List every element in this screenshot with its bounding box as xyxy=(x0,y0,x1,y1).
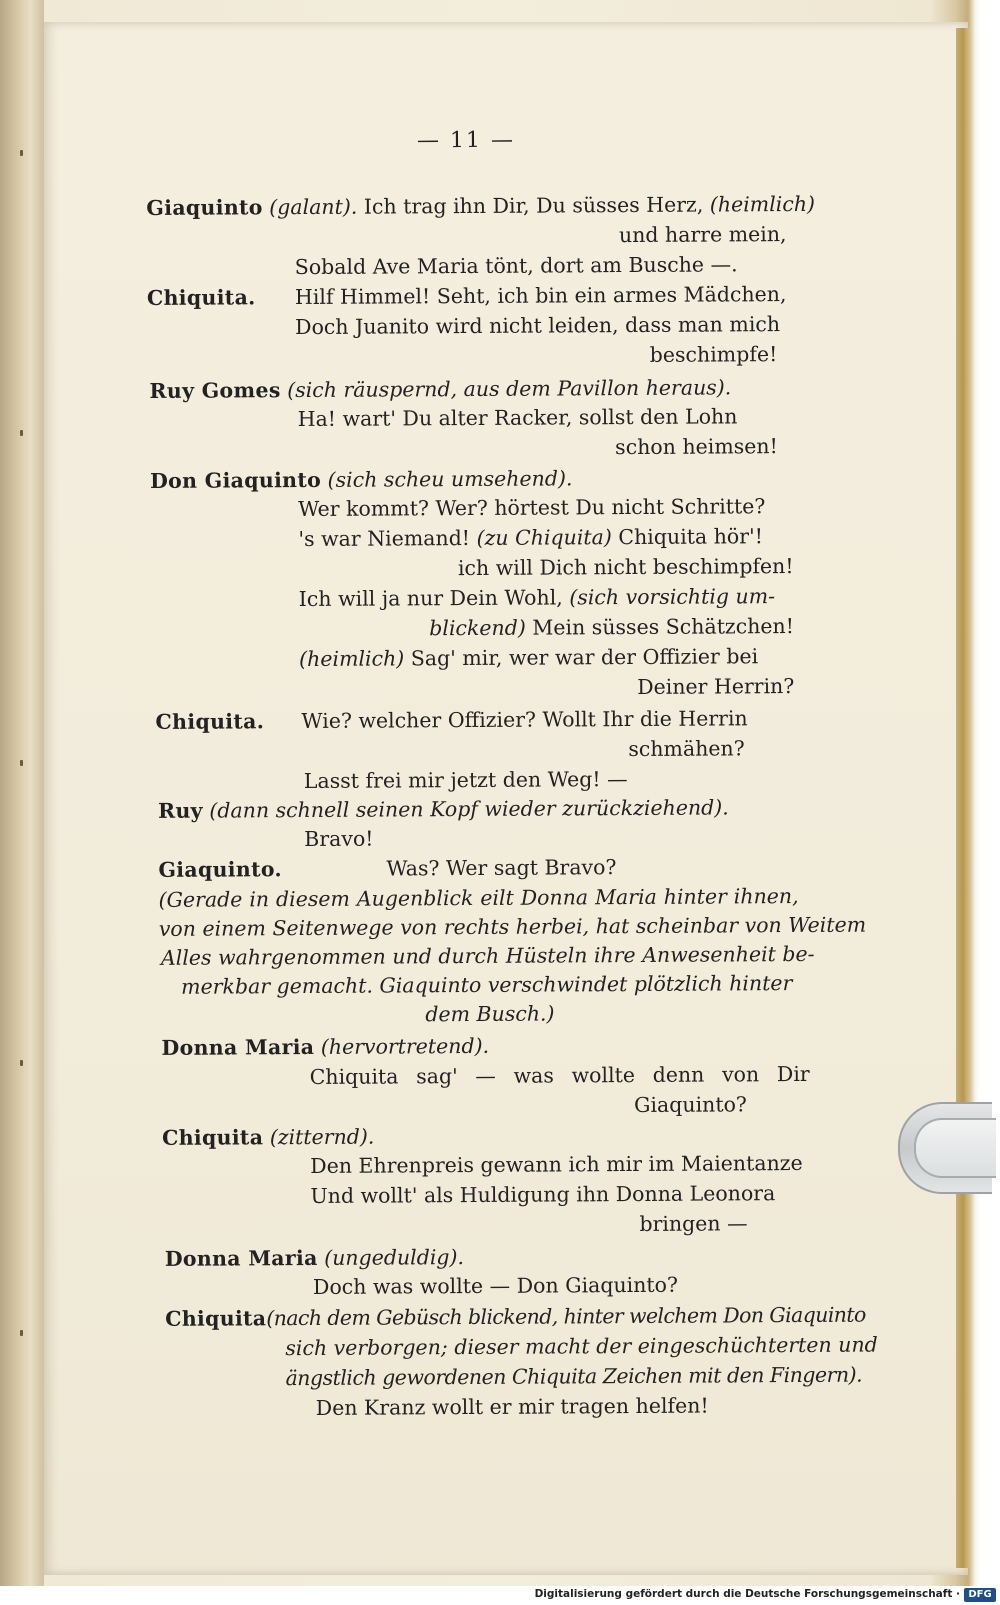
speaker-name: Ruy Gomes xyxy=(149,378,281,403)
stage-direction: (zu Chiquita) xyxy=(476,525,612,550)
dialogue-text: Mein süsses Schätzchen! xyxy=(532,614,795,640)
dialogue-text: Giaquinto? xyxy=(633,1092,747,1118)
text-line xyxy=(310,1060,810,1091)
page-number: — 11 — xyxy=(416,127,516,154)
dialogue-text: Wie? welcher Offizier? Wollt Ihr die Herrin xyxy=(301,706,748,734)
footer-credit: Digitalisierung gefördert durch die Deutsche Forschungsgemeinschaft · xyxy=(534,1588,960,1600)
stage-direction: ängstlich gewordenen Chiquita Zeichen mit den Fingern). xyxy=(285,1362,863,1391)
stage-direction: (sich vorsichtig um- xyxy=(569,584,776,610)
text-line xyxy=(304,765,628,795)
stage-direction: merkbar gemacht. Giaquinto verschwindet plötzlich hinter xyxy=(181,971,793,999)
dialogue-text: Sobald Ave Maria tönt, dort am Busche —. xyxy=(294,252,738,280)
speaker-name: Donna Maria xyxy=(164,1245,318,1271)
text-line xyxy=(149,373,731,405)
text-line xyxy=(158,911,867,943)
dialogue-text: Ich will ja nur Dein Wohl, xyxy=(298,585,563,612)
text-line xyxy=(425,999,554,1028)
text-line xyxy=(296,220,786,251)
text-line xyxy=(299,582,775,613)
text-line xyxy=(298,492,765,523)
dialogue-text: ich will Dich nicht beschimpfen! xyxy=(457,554,794,581)
dialogue-text: bringen — xyxy=(639,1211,748,1236)
text-line xyxy=(295,250,738,281)
dialogue-text: Hilf Himmel! Seht, ich bin ein armes Mädchen, xyxy=(294,282,787,310)
text-line xyxy=(300,734,745,765)
stage-direction: Alles wahrgenommen und durch Hüsteln ihre Anwesenheit be- xyxy=(160,941,815,970)
dialogue-text: Den Kranz wollt er mir tragen helfen! xyxy=(315,1393,709,1420)
speaker-name: Chiquita xyxy=(161,1125,264,1150)
stage-direction: von einem Seitenwege von rechts herbei, hat scheinbar von Weitem xyxy=(158,912,867,941)
dialogue-text: Und wollt' als Huldigung ihn Donna Leonora xyxy=(310,1181,776,1208)
dialogue-text: Sag' mir, wer war der Offizier bei xyxy=(410,644,759,671)
stage-direction: (ungeduldig). xyxy=(324,1245,465,1270)
stage-direction: (heimlich) xyxy=(709,191,816,217)
dialogue-text: und harre mein, xyxy=(618,222,787,248)
dialogue-text: schmähen? xyxy=(628,736,745,762)
text-line xyxy=(299,552,794,583)
stage-direction: (Gerade in diesem Augenblick eilt Donna Maria hinter ihnen, xyxy=(158,883,799,912)
stage-direction: (hervortretend). xyxy=(320,1033,490,1059)
text-line xyxy=(299,612,794,643)
dialogue-text: Doch Juanito wird nicht leiden, dass man mich xyxy=(295,312,781,340)
dialogue-text: Ich trag ihn Dir, Du süsses Herz, xyxy=(363,192,704,219)
dialogue-text: Chiquita hör'! xyxy=(618,524,763,550)
speaker-name: Chiquita. xyxy=(155,709,265,734)
text-line xyxy=(146,190,816,222)
text-line xyxy=(162,1123,374,1152)
stage-direction: blickend) xyxy=(429,615,526,641)
speaker-name: Ruy xyxy=(157,798,203,823)
dialogue-text: Wer kommt? Wer? hörtest Du nicht Schritte? xyxy=(298,494,766,522)
speaker-name: Don Giaquinto xyxy=(149,467,322,493)
dfg-logo: DFG xyxy=(964,1588,996,1602)
stage-direction: (nach dem Gebüsch blickend, hinter welchem Don Giaquinto xyxy=(266,1302,866,1331)
speaker-name: Giaquinto xyxy=(146,195,263,220)
text-line xyxy=(295,310,780,341)
text-line xyxy=(313,1271,678,1301)
text-line xyxy=(155,704,747,736)
text-line xyxy=(298,432,778,463)
text-line xyxy=(159,882,799,914)
stage-direction: (sich räuspernd, aus dem Pavillon heraus). xyxy=(287,375,732,403)
text-line xyxy=(303,1209,748,1240)
dialogue-text: Ha! wart' Du alter Racker, sollst den Lohn xyxy=(297,404,738,432)
text-line xyxy=(161,1032,489,1062)
dialogue-text: Lasst frei mir jetzt den Weg! — xyxy=(303,767,628,794)
speaker-name: Chiquita xyxy=(165,1306,267,1331)
text-line xyxy=(302,1090,747,1121)
text-line xyxy=(165,1243,464,1273)
dialogue-text: Bravo! xyxy=(304,826,374,852)
text-line xyxy=(158,853,616,884)
text-line xyxy=(298,402,738,433)
text-line xyxy=(285,1361,862,1393)
stage-direction: (dann schnell seinen Kopf wieder zurückziehend). xyxy=(209,795,729,823)
text-line xyxy=(297,340,777,371)
text-line xyxy=(158,793,729,824)
dialogue-text: Chiquita sag' — was wollte denn von Dir xyxy=(309,1061,810,1089)
dialogue-text: Deiner Herrin? xyxy=(637,674,795,699)
text-line xyxy=(165,1301,866,1333)
text-line xyxy=(181,969,793,1001)
text-line xyxy=(298,522,763,553)
text-line xyxy=(299,672,794,703)
dialogue-text: beschimpfe! xyxy=(649,342,778,367)
text-line xyxy=(150,464,573,495)
stage-direction: (sich scheu umsehend). xyxy=(327,466,573,492)
dialogue-text: Den Ehrenpreis gewann ich mir im Maientanze xyxy=(310,1150,803,1178)
stage-direction: (galant). xyxy=(269,194,358,220)
speaker-name: Donna Maria xyxy=(161,1034,315,1060)
stage-direction: (zitternd). xyxy=(269,1124,375,1150)
dialogue-text: schon heimsen! xyxy=(615,434,778,460)
text-line xyxy=(299,642,758,673)
text-line xyxy=(310,1179,775,1210)
speaker-name: Chiquita. xyxy=(146,285,256,310)
text-line xyxy=(160,940,815,972)
dialogue-text: Was? Wer sagt Bravo? xyxy=(386,855,617,881)
dialogue-text: 's war Niemand! xyxy=(298,525,471,552)
speaker-name: Giaquinto. xyxy=(158,857,282,882)
text-line xyxy=(147,280,797,312)
dialogue-text: Doch was wollte — Don Giaquinto? xyxy=(312,1272,679,1299)
text-line xyxy=(310,1149,803,1180)
stage-direction: sich verborgen; dieser macht der eingeschüchterten und xyxy=(285,1332,878,1361)
stage-direction: (heimlich) xyxy=(299,646,405,672)
text-line xyxy=(316,1392,709,1422)
text-line xyxy=(304,825,373,853)
stage-direction: dem Busch.) xyxy=(425,1001,555,1027)
text-line xyxy=(285,1331,878,1362)
footer-bar xyxy=(0,1586,1000,1605)
